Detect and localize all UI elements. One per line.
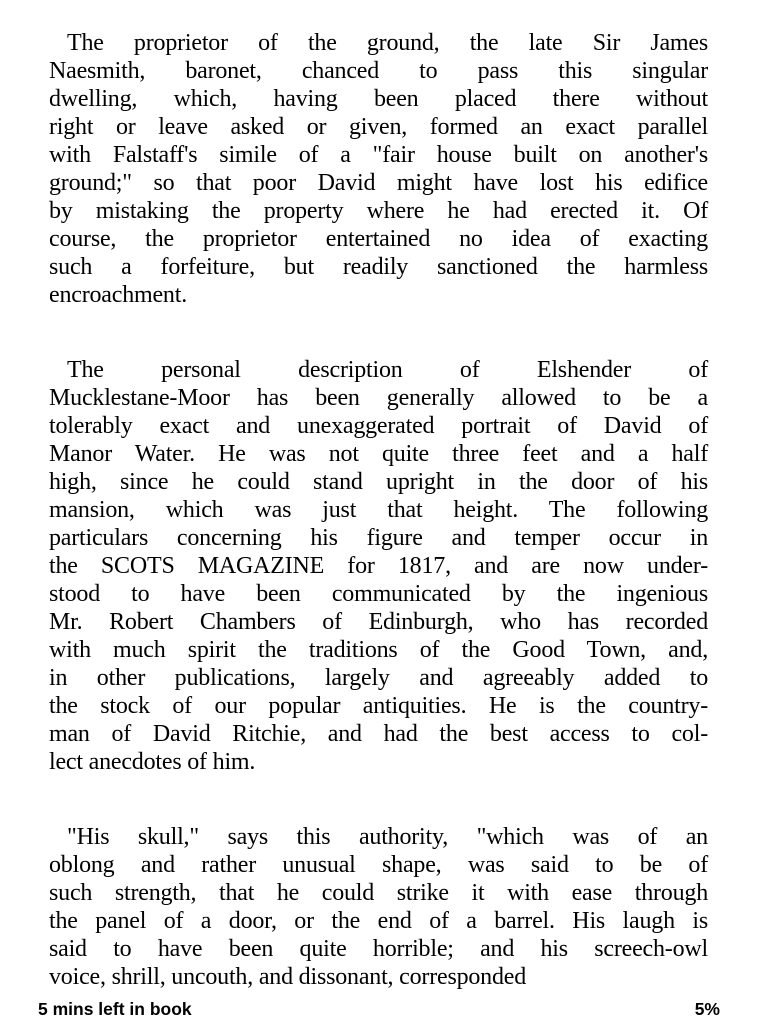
text-line: tolerably exact and unexaggerated portrait of David of [49, 413, 708, 439]
text-line: such a forfeiture, but readily sanctioned the harmless [49, 254, 708, 280]
paragraph [49, 823, 708, 991]
text-line: lect anecdotes of him. [49, 749, 256, 775]
text-line: particulars concerning his figure and temper occur in [49, 525, 708, 551]
reading-progress-percent: 5% [694, 999, 720, 1019]
text-line: dwelling, which, having been placed there without [49, 86, 708, 112]
reader-footer [38, 999, 720, 1020]
text-line: voice, shrill, uncouth, and dissonant, corresponded [49, 964, 527, 990]
text-line: such strength, that he could strike it with ease through [49, 880, 708, 906]
text-line: with much spirit the traditions of the Good Town, and, [49, 637, 708, 663]
text-line: course, the proprietor entertained no idea of exacting [49, 226, 708, 252]
text-line: the SCOTS MAGAZINE for 1817, and are now under- [49, 553, 708, 579]
text-line: encroachment. [49, 282, 187, 308]
time-left-in-book: 5 mins left in book [38, 999, 192, 1019]
text-line: oblong and rather unusual shape, was said to be of [49, 852, 708, 878]
text-line: the stock of our popular antiquities. He is the country- [49, 693, 708, 719]
text-line: Manor Water. He was not quite three feet and a half [49, 441, 708, 467]
text-line: by mistaking the property where he had erected it. Of [49, 198, 708, 224]
paragraph [49, 29, 708, 309]
text-line: The proprietor of the ground, the late Sir James [67, 30, 708, 56]
text-line: in other publications, largely and agreeably added to [49, 665, 708, 691]
text-line: stood to have been communicated by the ingenious [49, 581, 708, 607]
paragraph [49, 356, 708, 776]
book-text [49, 29, 708, 991]
text-line: with Falstaff's simile of a "fair house built on another's [49, 142, 708, 168]
text-line: "His skull," says this authority, "which was of an [67, 824, 708, 850]
text-line: mansion, which was just that height. The following [49, 497, 708, 523]
text-line: The personal description of Elshender of [67, 357, 708, 383]
text-line: ground;" so that poor David might have lost his edifice [49, 170, 708, 196]
text-line: Mr. Robert Chambers of Edinburgh, who has recorded [49, 609, 708, 635]
text-line: Mucklestane-Moor has been generally allowed to be a [49, 385, 708, 411]
text-line: right or leave asked or given, formed an exact parallel [49, 114, 708, 140]
text-line: the panel of a door, or the end of a barrel. His laugh is [49, 908, 708, 934]
text-line: man of David Ritchie, and had the best access to col- [49, 721, 708, 747]
text-line: high, since he could stand upright in the door of his [49, 469, 708, 495]
text-line: said to have been quite horrible; and his screech-owl [49, 936, 708, 962]
text-line: Naesmith, baronet, chanced to pass this singular [49, 58, 708, 84]
